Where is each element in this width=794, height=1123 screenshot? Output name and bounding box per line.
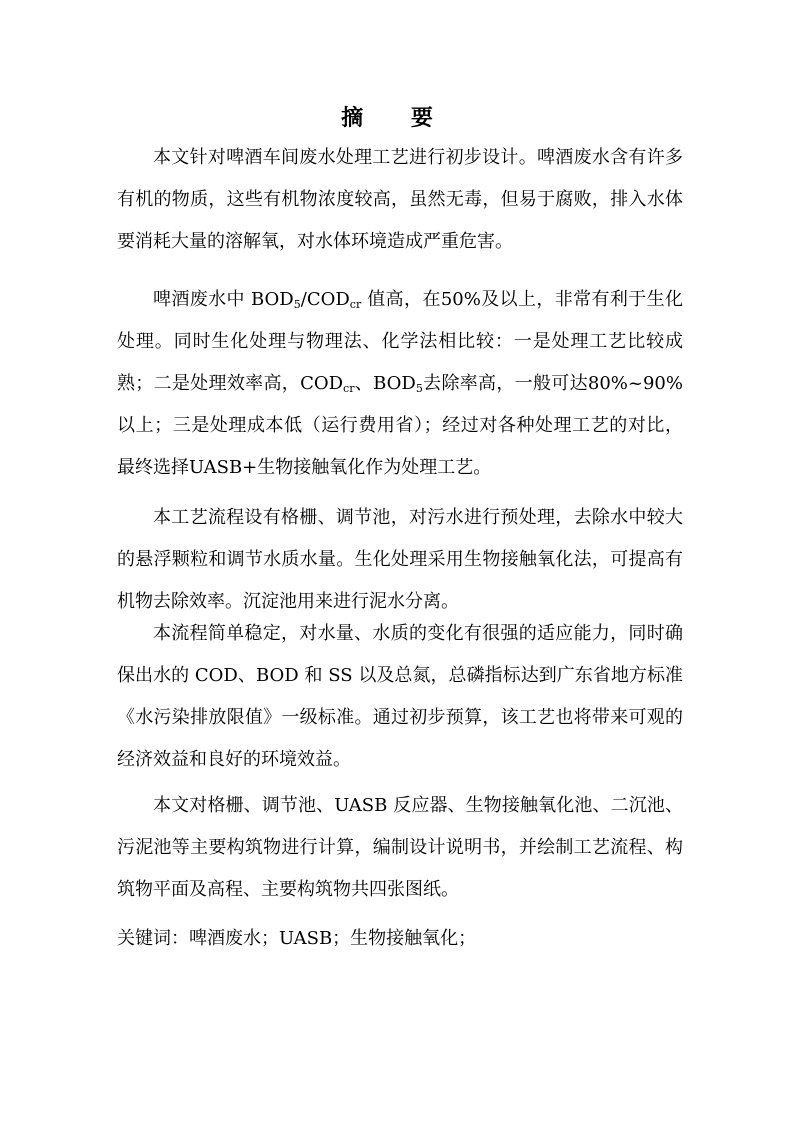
abstract-title: 摘 要 <box>341 105 453 131</box>
p2-text-c: 值高，在50%及以上，非常有利于生化处理。同时生化处理与物理法、化学法相比较：一是处理工艺比较成熟；二是处理效率高，COD <box>117 289 683 394</box>
abstract-paragraph-2 <box>117 279 683 489</box>
p2-text-e: 去除率高，一般可达80%~90%以上；三是处理成本低（运行费用省）；经过对各种处理工艺的对比，最终选择UASB+生物接触氧化作为处理工艺。 <box>117 373 683 478</box>
abstract-paragraph-1: 本文针对啤酒车间废水处理工艺进行初步设计。啤酒废水含有许多有机的物质，这些有机物浓度较高，虽然无毒，但易于腐败，排入水体要消耗大量的溶解氧，对水体环境造成严重危害。 <box>117 147 683 252</box>
abstract-paragraph-3: 本工艺流程设有格栅、调节池，对污水进行预处理，去除水中较大的悬浮颗粒和调节水质水量。生化处理采用生物接触氧化法，可提高有机物去除效率。沉淀池用来进行泥水分离。 <box>117 507 683 612</box>
p2-subscript-cr-2: cr <box>343 382 355 395</box>
p2-subscript-5: 5 <box>293 298 301 311</box>
p2-subscript-cr: cr <box>349 298 362 311</box>
p2-text-b: /COD <box>300 289 350 310</box>
p2-text-a: 啤酒废水中 BOD <box>153 289 294 310</box>
abstract-paragraph-4: 本流程简单稳定，对水量、水质的变化有很强的适应能力，同时确保出水的 COD、BOD 和 SS 以及总氮，总磷指标达到广东省地方标准《水污染排放限值》一级标准。通过初步预算，该工艺也将带来可观的经济效益和良好的环境效益。 <box>117 623 683 770</box>
p2-text-d: 、BOD <box>354 373 416 394</box>
abstract-paragraph-5: 本文对格栅、调节池、UASB 反应器、生物接触氧化池、二沉池、污泥池等主要构筑物进行计算，编制设计说明书，并绘制工艺流程、构筑物平面及高程、主要构筑物共四张图纸。 <box>117 795 683 900</box>
keywords-line: 关键词：啤酒废水；UASB；生物接触氧化； <box>117 928 477 949</box>
p2-subscript-5-2: 5 <box>415 382 423 395</box>
